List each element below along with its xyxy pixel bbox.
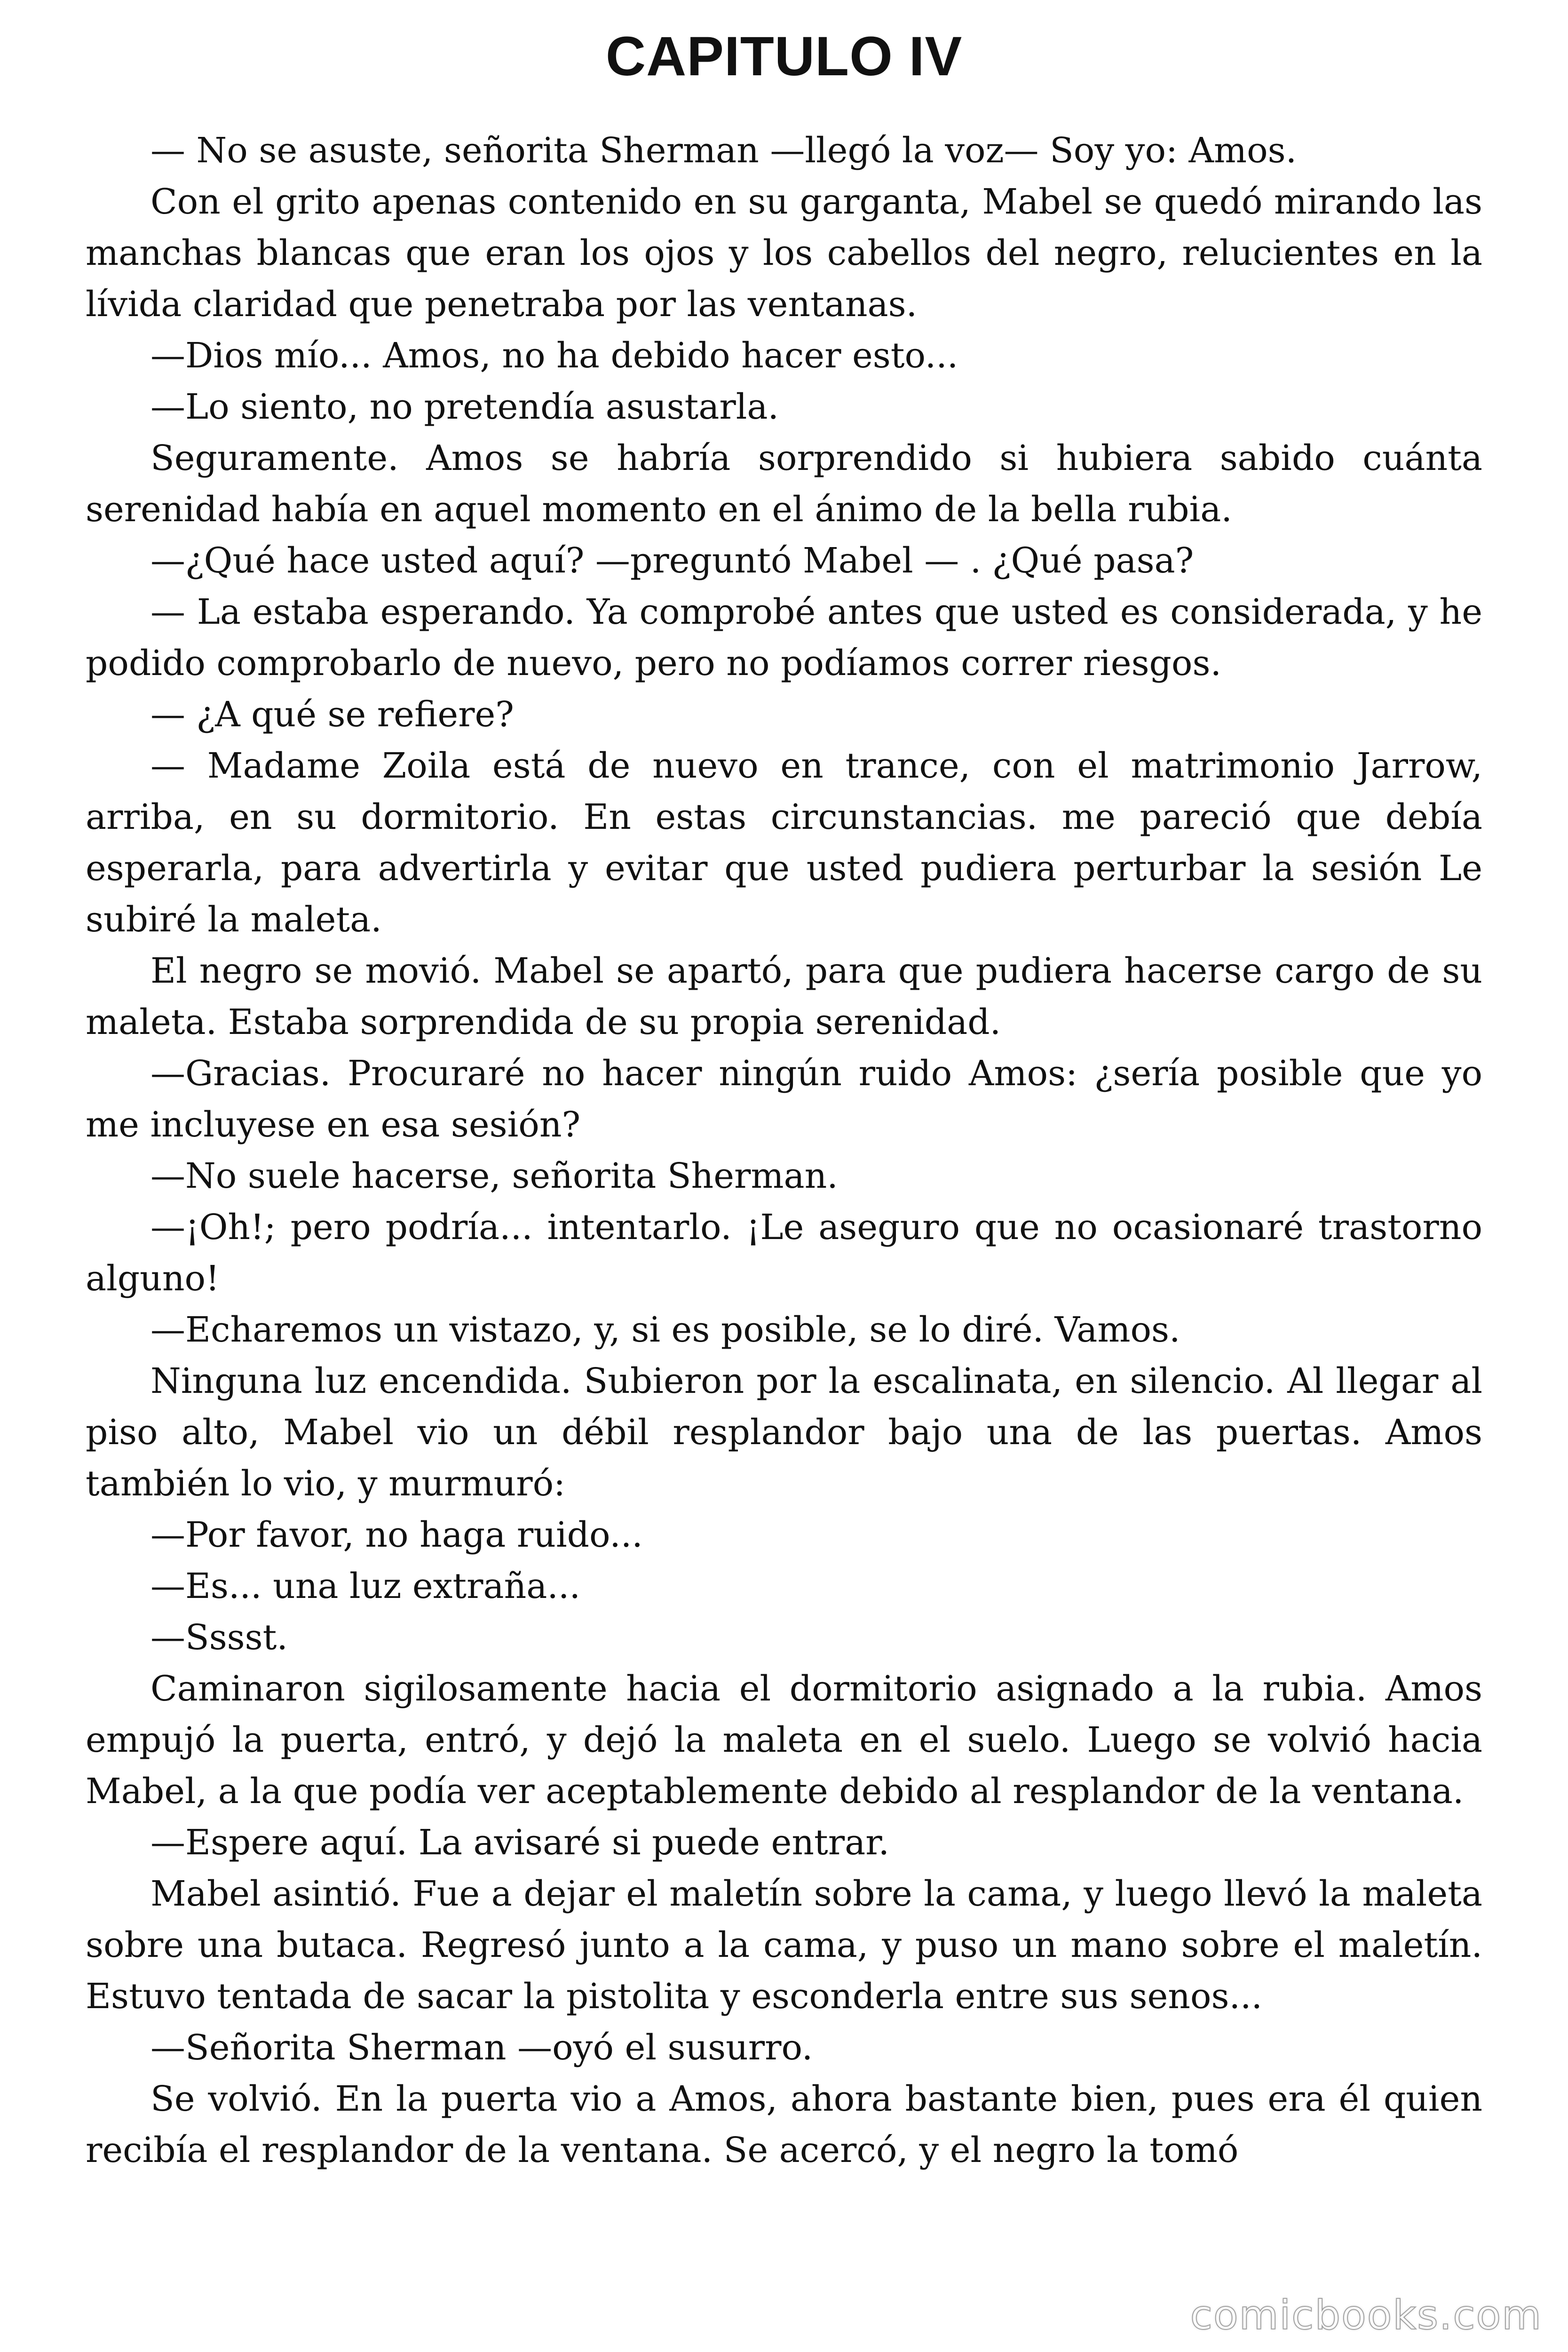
- watermark-text: comicbooks.com: [1190, 2292, 1542, 2339]
- paragraph: Mabel asintió. Fue a dejar el maletín sobre la cama, y luego llevó la maleta sobre una butaca. Regresó junto a la cama, y puso un mano sobre el maletín. Estuvo tentada de sacar la pistolita y esconderla entre sus senos...: [86, 1874, 1482, 2017]
- paragraph: Caminaron sigilosamente hacia el dormitorio asignado a la rubia. Amos empujó la puerta, entró, y dejó la maleta en el suelo. Luego se volvió hacia Mabel, a la que podía ver aceptablemente debido al resplandor de la ventana.: [86, 1669, 1482, 1812]
- paragraph: Ninguna luz encendida. Subieron por la escalinata, en silencio. Al llegar al piso alto, Mabel vio un débil resplandor bajo una de las puertas. Amos también lo vio, y murmuró:: [86, 1361, 1482, 1504]
- paragraph: —Lo siento, no pretendía asustarla.: [150, 387, 779, 427]
- paragraph: —Señorita Sherman —oyó el susurro.: [150, 2027, 813, 2068]
- paragraph: —Echaremos un vistazo, y, si es posible, se lo diré. Vamos.: [150, 1310, 1180, 1350]
- paragraph: — La estaba esperando. Ya comprobé antes que usted es considerada, y he podido comprobarlo de nuevo, pero no podíamos correr riesgos.: [86, 592, 1482, 683]
- paragraph: Con el grito apenas contenido en su garganta, Mabel se quedó mirando las manchas blancas que eran los ojos y los cabellos del negro, relucientes en la lívida claridad que penetraba por las ventanas.: [86, 182, 1482, 325]
- paragraph: — Madame Zoila está de nuevo en trance, con el matrimonio Jarrow, arriba, en su dormitorio. En estas circunstancias. me pareció que debía esperarla, para advertirla y evitar que usted pudiera perturbar la sesión Le subiré la maleta.: [86, 746, 1482, 940]
- paragraph: —Espere aquí. La avisaré si puede entrar.: [150, 1822, 889, 1863]
- paragraph: — No se asuste, señorita Sherman —llegó la voz— Soy yo: Amos.: [150, 130, 1297, 171]
- paragraph: —Es... una luz extraña...: [150, 1566, 580, 1606]
- paragraph: — ¿A qué se refiere?: [150, 694, 514, 735]
- paragraph: —¿Qué hace usted aquí? —preguntó Mabel — . ¿Qué pasa?: [150, 540, 1194, 581]
- paragraph: Se volvió. En la puerta vio a Amos, ahora bastante bien, pues era él quien recibía el resplandor de la ventana. Se acercó, y el negro la tomó: [86, 2079, 1482, 2170]
- paragraph: —No suele hacerse, señorita Sherman.: [150, 1156, 838, 1196]
- paragraph: El negro se movió. Mabel se apartó, para que pudiera hacerse cargo de su maleta. Estaba sorprendida de su propia serenidad.: [86, 951, 1482, 1042]
- chapter-title: CAPITULO IV: [605, 25, 963, 87]
- paragraph: —Sssst.: [150, 1617, 288, 1658]
- paragraph: —Por favor, no haga ruido...: [150, 1515, 643, 1555]
- paragraph: —Gracias. Procuraré no hacer ningún ruido Amos: ¿sería posible que yo me incluyese en esa sesión?: [86, 1053, 1482, 1145]
- paragraph: —¡Oh!; pero podría... intentarlo. ¡Le aseguro que no ocasionaré trastorno alguno!: [86, 1207, 1482, 1299]
- paragraph: —Dios mío... Amos, no ha debido hacer esto...: [150, 335, 958, 376]
- body-text: [86, 125, 1482, 2176]
- paragraph: Seguramente. Amos se habría sorprendido si hubiera sabido cuánta serenidad había en aquel momento en el ánimo de la bella rubia.: [86, 438, 1482, 530]
